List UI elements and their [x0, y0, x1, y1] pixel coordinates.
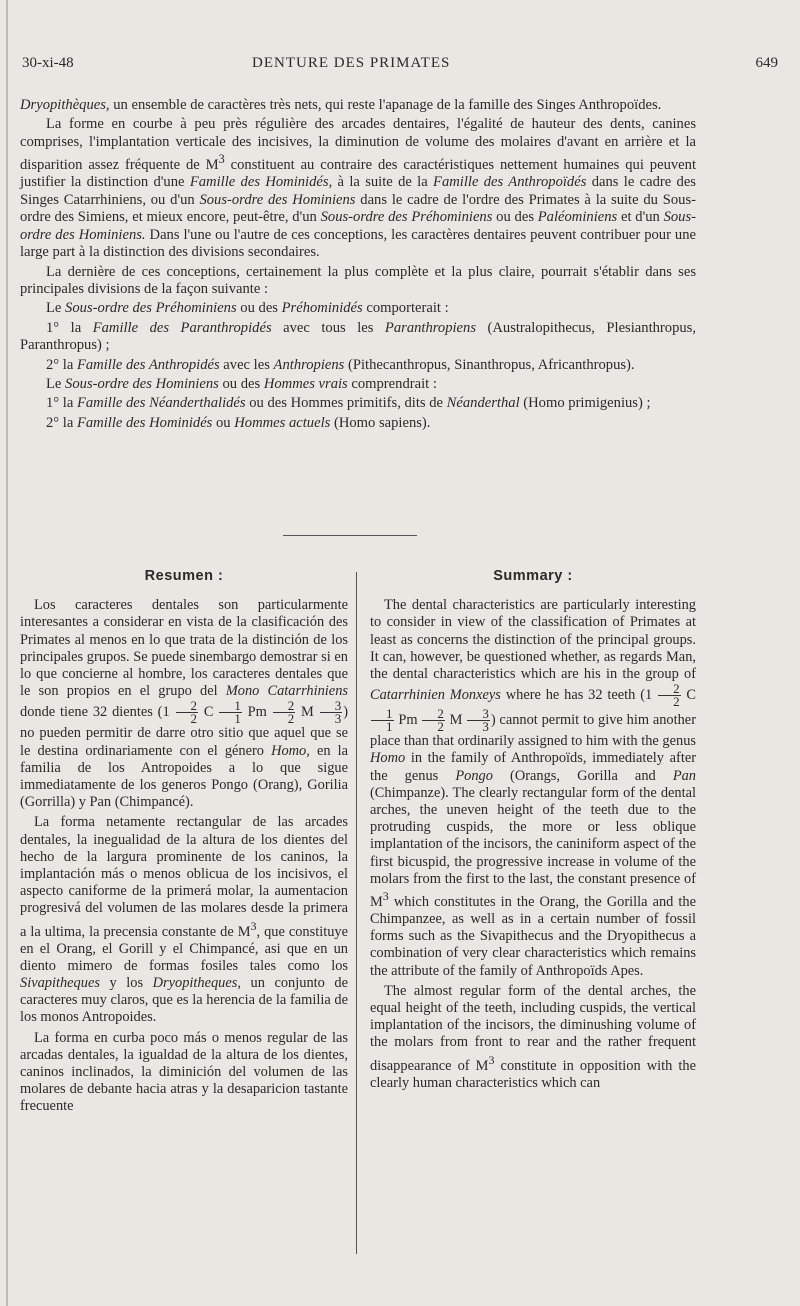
running-header — [22, 55, 778, 79]
fraction-numerator: 2 — [176, 700, 199, 713]
italic-term: Famille des Anthropoïdés — [433, 174, 587, 191]
fraction-denominator: 3 — [482, 719, 489, 735]
text-run: La forma netamente rectangular de las arcades dentales, la inegualidad de la altura de los dientes del hecho de la largura prominente de los caninos, la implantación más o menos oblicua de los incisivos, el aspecto caniforme de la primerá molar, la aumentacion progresivá del volumen de las molares desde la primera a la ultima, la precensia constante de M — [20, 814, 348, 940]
italic-term: Famille des Paranthropidés — [92, 319, 272, 336]
fraction-denominator: 3 — [334, 711, 342, 727]
text-run: ou des — [236, 300, 282, 317]
text-run: Los caracteres dentales son particularmente interesantes a considerar en vista de la clasificación des Primates al menos en lo que trata de la distinción de los principales grupos. Se puede sinembargo demostrar si en lo que concierne al hombre, los caracteres dentales que le son propios en el grupo del — [20, 597, 348, 700]
italic-term: Sous-ordre des Hominiens — [65, 375, 219, 392]
fraction-denominator: 2 — [287, 711, 295, 727]
text-run: 2° la — [46, 414, 77, 431]
fraction-canines — [371, 708, 394, 733]
text-run: C — [681, 687, 697, 704]
paragraph — [20, 597, 348, 811]
text-run: The dental characteristics are particularly interesting to consider in view of the classification of Primates at least as concerns the distinction of the principal groups. It can, however, be questioned whether, as regards Man, the dental characteristics which are his in the group of — [370, 597, 696, 683]
text-run: Dans l'une ou l'autre de ces conceptions, les caractères dentaires peuvent contribuer pour une large part à la distinction des divisions secondaires. — [20, 226, 696, 261]
text-run: where he has 32 teeth (1 — [500, 687, 658, 704]
italic-term: Sous-ordre des Hominiens — [199, 191, 356, 208]
fraction-numerator: 2 — [422, 708, 445, 721]
fraction-numerator: 1 — [219, 700, 242, 713]
text-run: comporterait : — [362, 300, 449, 317]
fraction-incisors — [176, 700, 199, 725]
fraction-denominator: 2 — [673, 694, 680, 710]
text-run: (Homo sapiens). — [330, 414, 431, 431]
text-run: (Pithecanthropus, Sinanthropus, Africanthropus). — [344, 356, 635, 373]
fraction-incisors — [658, 683, 681, 708]
text-run: y los — [99, 975, 153, 992]
text-run: Pm — [394, 712, 422, 729]
text-run: ) no pueden permitir de darre otro sitio que aquel que se le destina ordinariamente con el género — [20, 704, 348, 759]
italic-term: Paléominiens — [537, 209, 618, 226]
fraction-denominator: 1 — [234, 711, 241, 727]
fraction-numerator: 3 — [320, 700, 343, 713]
text-run: donde tiene 32 dientes (1 — [20, 704, 175, 721]
text-run: which constitutes in the Orang, the Gorilla and the Chimpanzee, as well as in a certain number of fossil forms such as the Sivapithecus and the Dryopithecus a combination of very clear characteristics which remains the attribute of the family of Anthropoïds Apes. — [370, 893, 696, 979]
text-run: Le — [46, 375, 66, 392]
paragraph — [20, 814, 348, 1026]
text-run: (Homo primigenius) ; — [519, 395, 651, 412]
text-run: constituent au contraire des caractéristiques nettement humaines qui peuvent justifier la distinction d'une — [20, 157, 697, 191]
fraction-denominator: 2 — [190, 711, 198, 727]
italic-term: Mono Catarrhiniens — [225, 683, 348, 700]
superscript: 3 — [250, 918, 257, 933]
paragraph — [20, 357, 696, 374]
text-run: 1° la — [46, 319, 93, 336]
page-edge-line — [6, 0, 8, 1306]
italic-term: Anthropiens — [273, 356, 345, 373]
paragraph: La forma en curba poco más o menos regular de las arcadas dentales, la igualdad de la altura de los dientes, caninos inclinados, la diminición del volumen de las molares de debante hacia atras y la desaparicion tastante frecuente — [20, 1029, 348, 1115]
italic-term: Sous-ordre des Préhominiens — [320, 209, 493, 226]
paragraph — [20, 300, 696, 317]
page-number: 649 — [755, 55, 778, 71]
text-run: ou des Hommes primitifs, dits de — [245, 395, 447, 412]
italic-term: Famille des Hominidés — [76, 414, 213, 431]
fraction-numerator: 1 — [371, 708, 394, 721]
text-run: (Orangs, Gorilla and — [492, 767, 673, 784]
fraction-canines — [219, 700, 242, 725]
italic-term: Dryopitheques, — [152, 975, 241, 992]
summary-heading: Summary : — [493, 568, 573, 584]
fraction-denominator: 1 — [386, 719, 393, 735]
text-run: avec tous les — [271, 319, 385, 336]
text-run: avec les — [219, 356, 274, 373]
italic-term: Néanderthal — [446, 395, 520, 412]
paragraph — [20, 415, 696, 432]
italic-term: Sous-ordre des Préhominiens — [65, 300, 237, 317]
italic-term: Pongo — [455, 767, 493, 784]
italic-term: Dryopithèques, — [20, 97, 110, 113]
summary-column — [370, 568, 696, 1095]
text-run: (Australopithecus, Plesianthropus, Paranthropus) ; — [20, 319, 696, 354]
fraction-premolars — [273, 700, 296, 725]
italic-term: Hommes actuels — [234, 414, 331, 431]
text-run: Pm — [242, 704, 272, 721]
text-run: un ensemble de caractères très nets, qui reste l'apanage de la famille des Singes Anthropoïdes. — [109, 97, 662, 113]
italic-term: Pan — [672, 767, 696, 784]
italic-term: Famille des Anthropidés — [76, 356, 220, 373]
text-run: M — [445, 712, 467, 729]
main-text — [20, 97, 696, 434]
fraction-denominator: 2 — [437, 719, 444, 735]
text-run: dans le cadre des Singes Catarrhiniens, ou d'un — [20, 174, 696, 208]
fraction-numerator: 3 — [467, 708, 490, 721]
text-run: 1° la — [46, 395, 77, 412]
fraction-molars — [467, 708, 490, 733]
text-run: en la familia de los Antropoides a lo que sigue immediatamente de los generos Pongo (Orang), Gorilia (Gorrilla) y Pan (Chimpancé). — [20, 742, 348, 811]
paragraph — [20, 320, 696, 355]
resumen-heading: Resumen : — [144, 568, 224, 584]
paragraph: La dernière de ces conceptions, certainement la plus complète et la plus claire, pourrait s'établir dans ses principales divisions de la façon suivante : — [20, 263, 696, 297]
text-run: dans le cadre de l'ordre des Primates à la suite du Sous-ordre des Simiens, et mieux encore, peut-être, d'un — [20, 191, 696, 226]
italic-term: Sivapitheques — [20, 975, 100, 992]
italic-term: Paranthropiens — [384, 319, 476, 336]
text-run: 2° la — [46, 356, 77, 373]
text-run: La forme en courbe à peu près régulière des arcades dentaires, l'égalité de hauteur des dents, canines comprises, l'implantation verticale des incisives, la diminution de volume des molaires d'avant en arrière et la disparition assez fréquente de M — [20, 116, 696, 174]
paragraph — [370, 983, 696, 1092]
paragraph — [370, 597, 696, 980]
fraction-molars — [320, 700, 343, 725]
fraction-numerator: 2 — [658, 683, 681, 696]
italic-term: Sous-ordre des Hominiens. — [20, 209, 696, 243]
text-run: (Chimpanze). The clearly rectangular form of the dental arches, the uneven height of the teeth due to the protruding cuspids, the more or less oblique implantation of the incisors, the caniniform aspect of the first bicuspid, the progressive increase in volume of the molars from the first to the last, the constant presence of M — [370, 784, 696, 910]
section-divider — [283, 535, 417, 536]
text-run: à la suite de la — [332, 174, 434, 191]
text-run: constitute in opposition with the clearly human characteristics which can — [370, 1057, 696, 1091]
text-run: Le — [46, 300, 66, 317]
italic-term: Homo — [370, 750, 406, 767]
text-run: comprendrait : — [347, 375, 437, 392]
superscript: 3 — [382, 889, 389, 904]
italic-term: Catarrhinien Monxeys — [370, 687, 501, 704]
text-run: , que constituye en el Orang, el Gorill y el Chimpancé, asi que en un diento mimero de formas fosiles tales como los — [20, 923, 348, 974]
italic-term: Famille des Hominidés, — [189, 174, 333, 191]
header-date: 30-xi-48 — [22, 55, 74, 71]
italic-term: Hommes vrais — [263, 375, 348, 392]
paragraph — [20, 395, 696, 412]
text-run: ou — [212, 414, 235, 431]
header-title: DENTURE DES PRIMATES — [252, 55, 451, 71]
paragraph — [20, 376, 696, 393]
text-run: M — [296, 704, 319, 721]
text-run: in the family of Anthropoïds, immediately after the genus — [370, 750, 696, 784]
resumen-column — [20, 568, 348, 1119]
column-divider — [356, 572, 357, 1254]
text-run: The almost regular form of the dental arches, the equal height of the teeth, including cuspids, the vertical implantation of the incisors, the diminushing volume of the molars from front to rear and the rather frequent disappearance of M — [370, 982, 696, 1074]
fraction-numerator: 2 — [273, 700, 296, 713]
fraction-premolars — [422, 708, 445, 733]
italic-term: Famille des Néanderthalidés — [76, 395, 246, 412]
text-run: ) cannot permit to give him another place than that ordinarily assigned to him with the genus — [370, 712, 696, 750]
italic-term: Préhominidés — [281, 300, 363, 317]
text-run: ou des — [492, 209, 538, 226]
superscript: 3 — [488, 1052, 495, 1067]
text-run: ou des — [218, 375, 264, 392]
paragraph — [20, 97, 696, 114]
text-run: C — [199, 704, 219, 721]
superscript: 3 — [218, 152, 225, 167]
text-run: et d'un — [617, 209, 664, 226]
paragraph — [20, 116, 696, 261]
italic-term: Homo, — [271, 742, 310, 759]
text-run: un conjunto de caracteres muy claros, que es la herencia de la familia de los monos Antropoides. — [20, 975, 348, 1026]
